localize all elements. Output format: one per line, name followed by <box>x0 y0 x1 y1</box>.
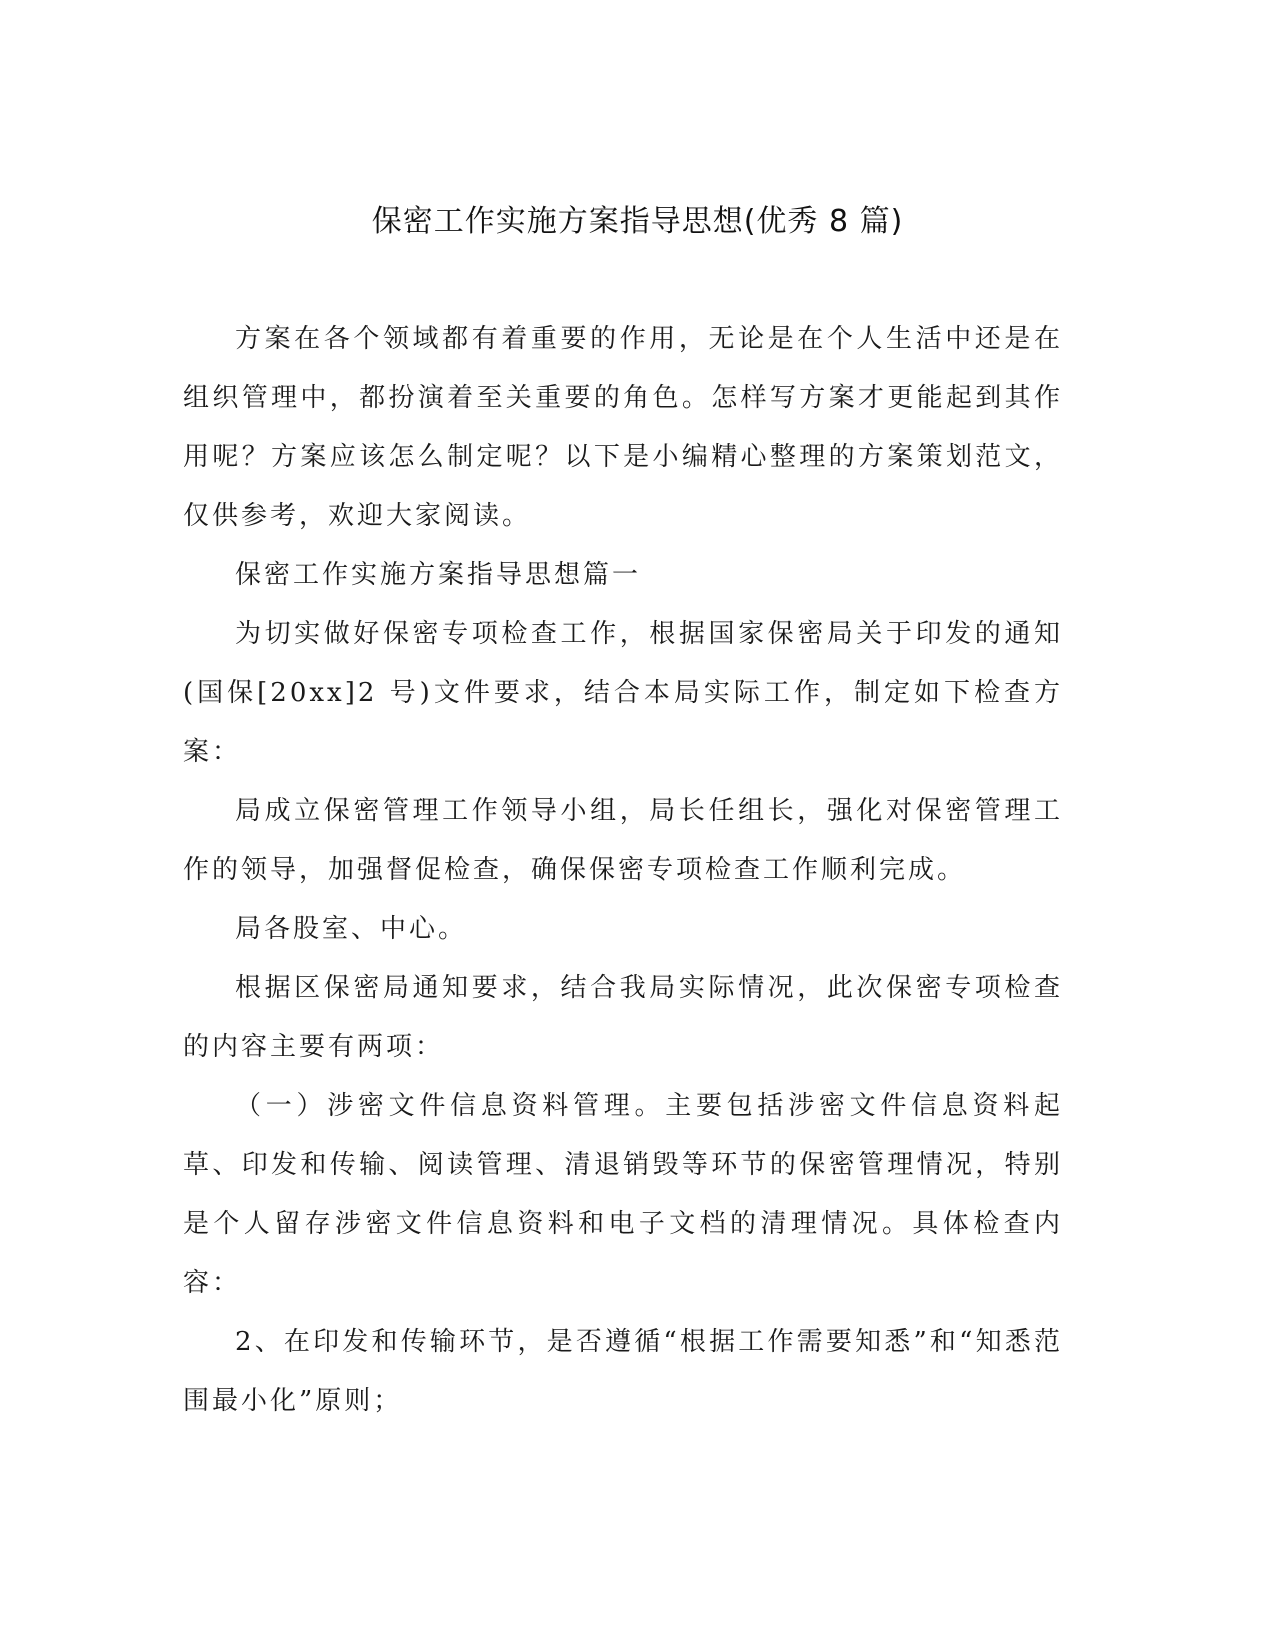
paragraph-section-heading: 保密工作实施方案指导思想篇一 <box>235 560 642 590</box>
paragraph-scope: 局各股室、中心。 <box>235 914 468 944</box>
paragraph-item-two: 2、在印发和传输环节，是否遵循“根据工作需要知悉”和“知悉范围最小化”原则； <box>183 1327 1063 1416</box>
document-body <box>183 310 1063 1431</box>
paragraph-item-one: （一）涉密文件信息资料管理。主要包括涉密文件信息资料起草、印发和传输、阅读管理、清退销毁等环节的保密管理情况，特别是个人留存涉密文件信息资料和电子文档的清理情况。具体检查内容： <box>183 1091 1063 1298</box>
document-title: 保密工作实施方案指导思想(优秀 8 篇) <box>371 204 904 239</box>
paragraph-leadership: 局成立保密管理工作领导小组，局长任组长，强化对保密管理工作的领导，加强督促检查，确保保密专项检查工作顺利完成。 <box>183 796 1063 885</box>
paragraph-purpose: 为切实做好保密专项检查工作，根据国家保密局关于印发的通知(国保[20xx]2 号)文件要求，结合本局实际工作，制定如下检查方案： <box>183 619 1063 767</box>
paragraph-intro: 方案在各个领域都有着重要的作用，无论是在个人生活中还是在组织管理中，都扮演着至关重要的角色。怎样写方案才更能起到其作用呢？方案应该怎么制定呢？以下是小编精心整理的方案策划范文，仅供参考，欢迎大家阅读。 <box>183 324 1063 531</box>
paragraph-content: 根据区保密局通知要求，结合我局实际情况，此次保密专项检查的内容主要有两项： <box>183 973 1063 1062</box>
